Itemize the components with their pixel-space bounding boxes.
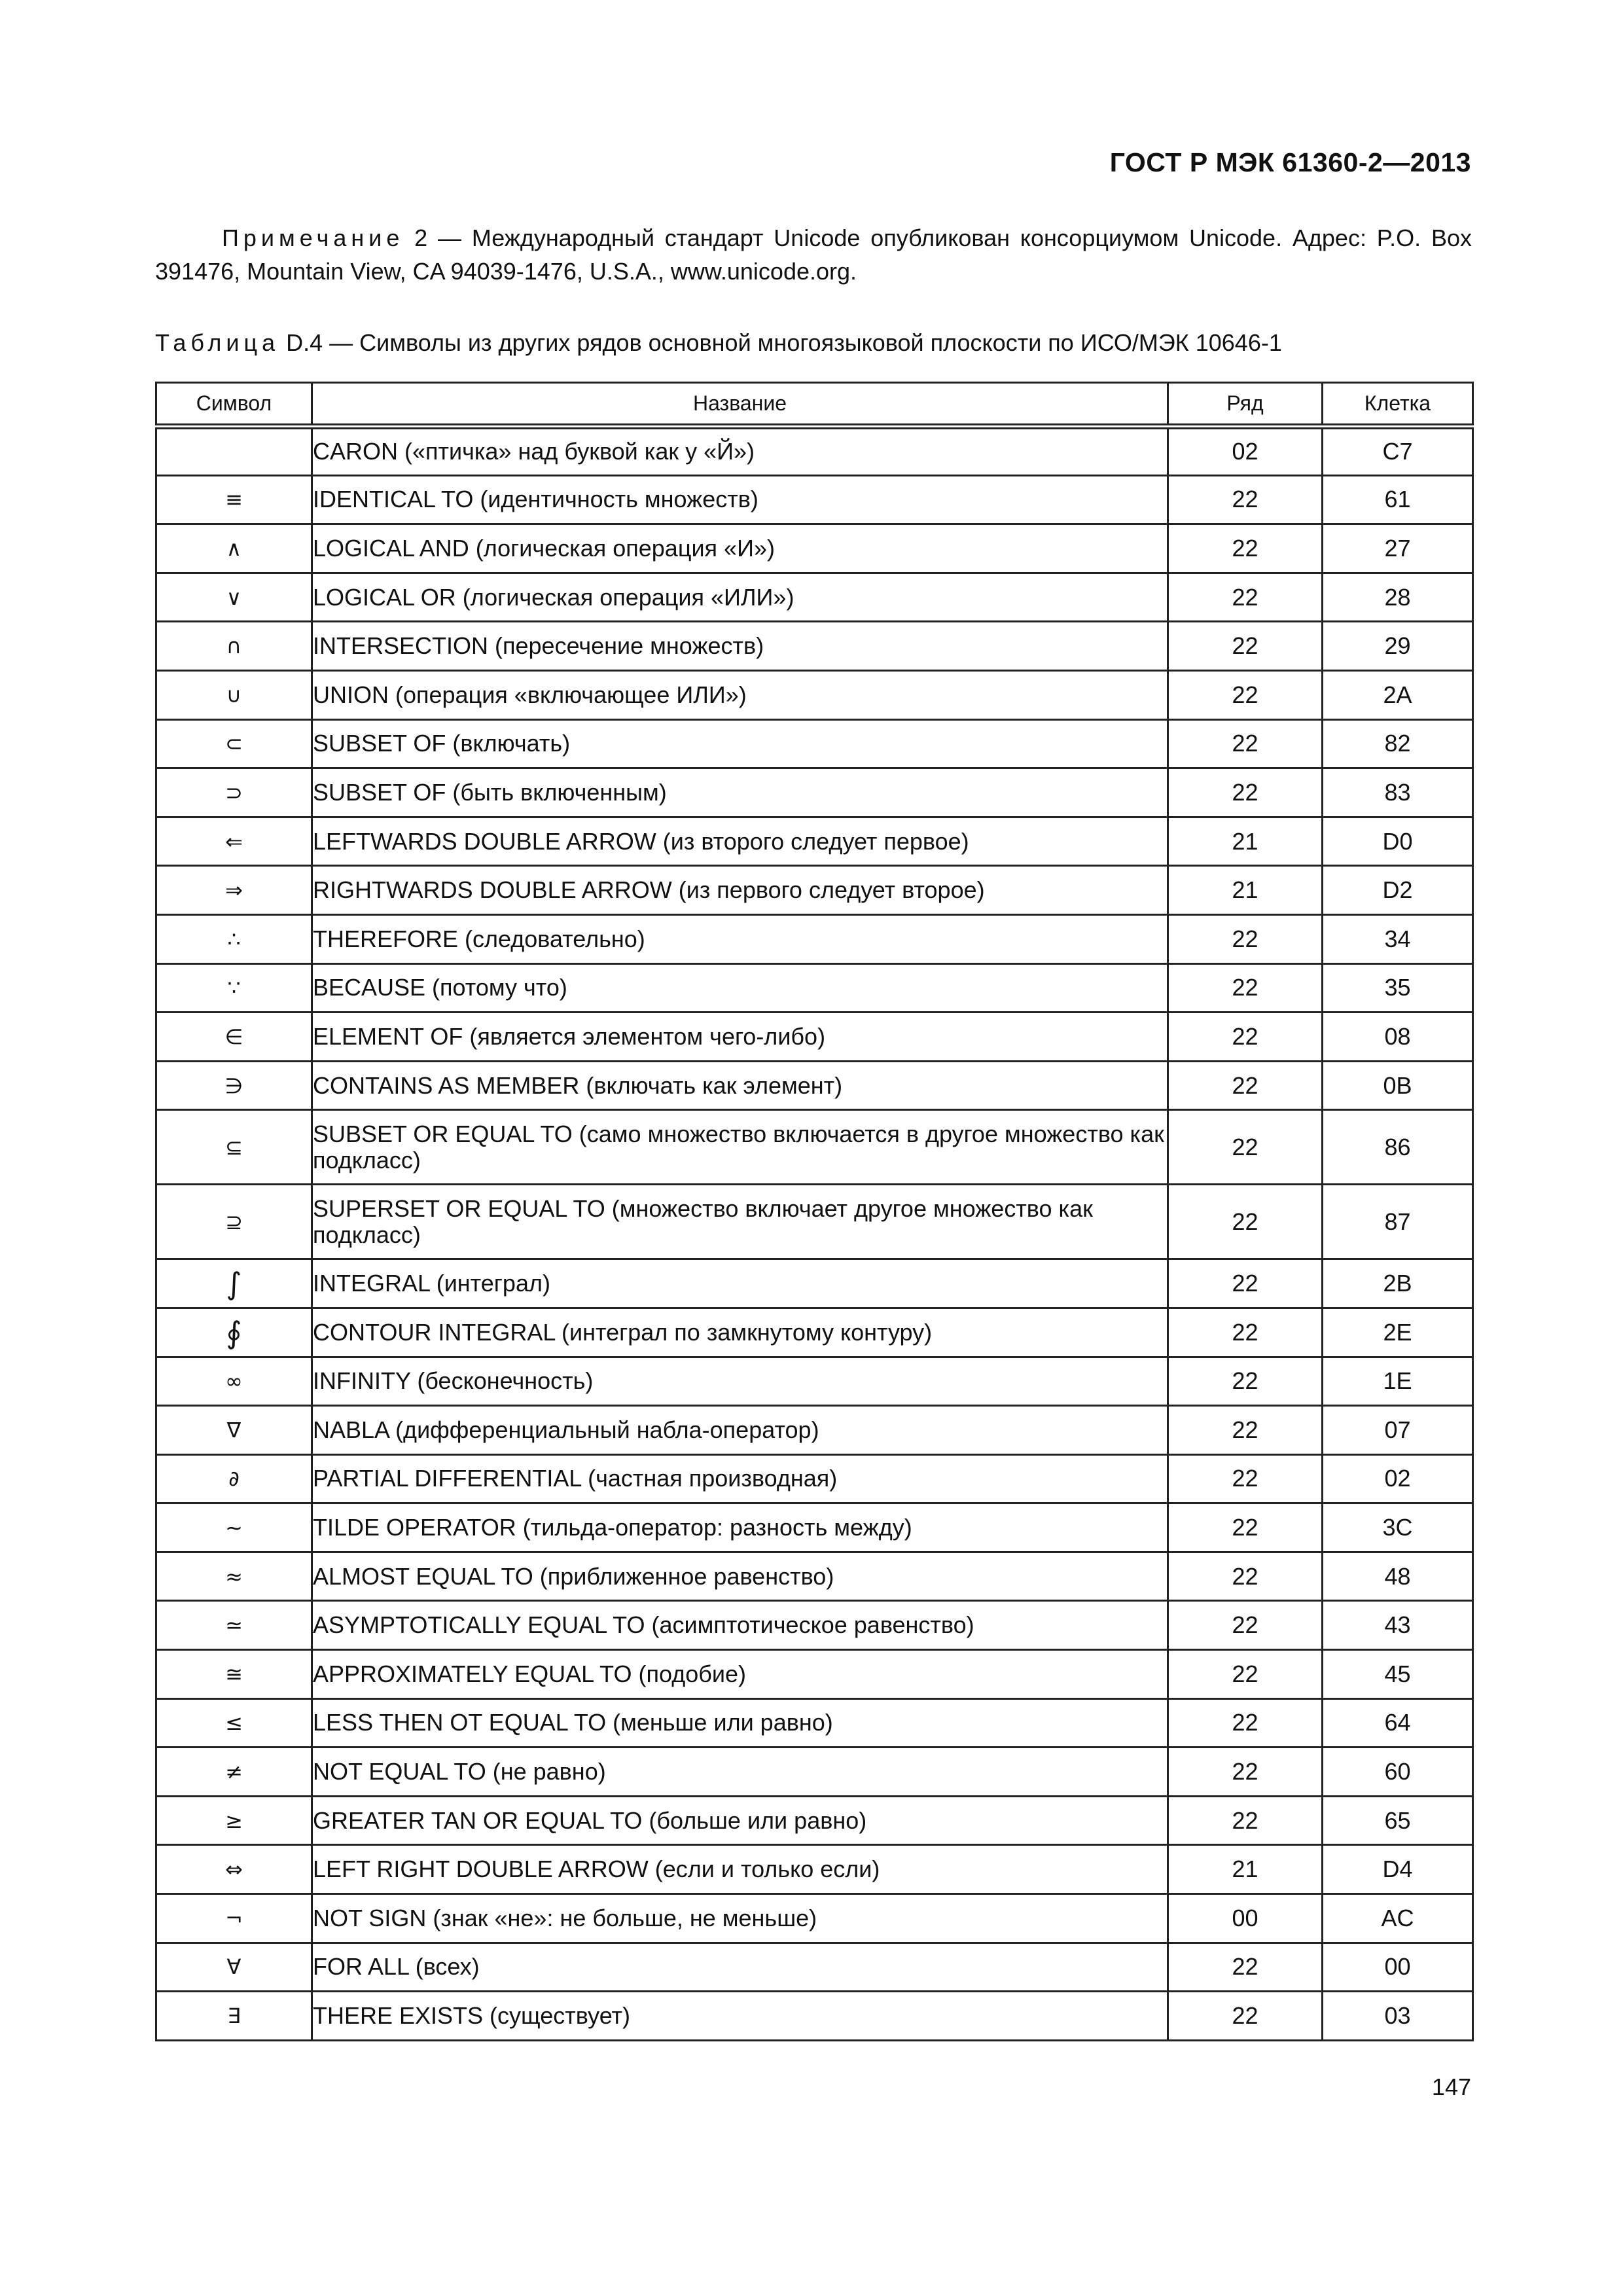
name-cell: NABLA (дифференциальный набла-оператор) [312,1406,1168,1455]
table-row [156,1308,1473,1357]
symbol-cell: ⊂ [156,719,312,768]
table-row [156,1110,1473,1185]
row-number-cell: 22 [1168,1698,1323,1748]
symbol-cell: ∫ [156,1259,312,1308]
cell-code-cell: 43 [1323,1601,1473,1650]
cell-code-cell: C7 [1323,427,1473,476]
name-cell: IDENTICAL TO (идентичность множеств) [312,475,1168,524]
table-row [156,1013,1473,1062]
symbol-cell: ⇒ [156,866,312,915]
name-cell: APPROXIMATELY EQUAL TO (подобие) [312,1650,1168,1699]
cell-code-cell: AC [1323,1894,1473,1943]
cell-code-cell: 2B [1323,1259,1473,1308]
note-paragraph [155,221,1472,288]
symbol-cell: ∨ [156,573,312,622]
row-number-cell: 22 [1168,719,1323,768]
name-cell: LOGICAL AND (логическая операция «И») [312,524,1168,573]
name-cell: INFINITY (бесконечность) [312,1357,1168,1406]
name-cell: ASYMPTOTICALLY EQUAL TO (асимптотическое равенство) [312,1601,1168,1650]
name-cell: THERE EXISTS (существует) [312,1992,1168,2041]
table-caption [155,329,1282,357]
cell-code-cell: D0 [1323,817,1473,866]
cell-code-cell: D4 [1323,1845,1473,1894]
cell-code-cell: 48 [1323,1552,1473,1601]
row-number-cell: 22 [1168,1357,1323,1406]
symbol-cell: ⊃ [156,768,312,817]
cell-code-cell: 07 [1323,1406,1473,1455]
table-row [156,1748,1473,1797]
row-number-cell: 22 [1168,1185,1323,1259]
name-cell: PARTIAL DIFFERENTIAL (частная производная) [312,1454,1168,1503]
cell-code-cell: 60 [1323,1748,1473,1797]
name-cell: TILDE OPERATOR (тильда-оператор: разность между) [312,1503,1168,1552]
row-number-cell: 22 [1168,1308,1323,1357]
table-row [156,427,1473,476]
cell-code-cell: 1E [1323,1357,1473,1406]
note-text: 2 — Международный стандарт Unicode опубликован консорциумом Unicode. Адрес: P.O. Box 391476, Mountain View, CA 94039-1476, U.S.A., www.unicode.org. [155,224,1472,285]
table-header [156,383,1473,427]
symbol-cell: ∞ [156,1357,312,1406]
name-cell: CONTAINS AS MEMBER (включать как элемент) [312,1061,1168,1110]
symbol-cell: ∧ [156,524,312,573]
table-body [156,427,1473,2041]
cell-code-cell: 61 [1323,475,1473,524]
row-number-cell: 22 [1168,475,1323,524]
row-number-cell: 22 [1168,1061,1323,1110]
table-row [156,1796,1473,1845]
name-cell: BECAUSE (потому что) [312,963,1168,1013]
table-row [156,1650,1473,1699]
note-label: Примечание [222,224,404,251]
name-cell: INTEGRAL (интеграл) [312,1259,1168,1308]
symbol-cell: ≈ [156,1552,312,1601]
row-number-cell: 22 [1168,573,1323,622]
cell-code-cell: 29 [1323,622,1473,671]
page-number: 147 [1431,2073,1471,2100]
row-number-cell: 22 [1168,622,1323,671]
row-number-cell: 21 [1168,866,1323,915]
table-row [156,768,1473,817]
symbol-cell: ∋ [156,1061,312,1110]
row-number-cell: 22 [1168,1992,1323,2041]
table-row [156,1698,1473,1748]
name-cell: RIGHTWARDS DOUBLE ARROW (из первого следует второе) [312,866,1168,915]
symbol-cell: ≥ [156,1796,312,1845]
column-header-symbol: Символ [156,383,312,427]
cell-code-cell: 86 [1323,1110,1473,1185]
table-row [156,1992,1473,2041]
symbol-cell: ≤ [156,1698,312,1748]
row-number-cell: 22 [1168,1650,1323,1699]
name-cell: SUPERSET OR EQUAL TO (множество включает другое множество как подкласс) [312,1185,1168,1259]
row-number-cell: 22 [1168,1943,1323,1992]
symbol-cell: ⊆ [156,1110,312,1185]
name-cell: NOT EQUAL TO (не равно) [312,1748,1168,1797]
symbol-cell [156,427,312,476]
cell-code-cell: 08 [1323,1013,1473,1062]
cell-code-cell: 35 [1323,963,1473,1013]
name-cell: FOR ALL (всех) [312,1943,1168,1992]
column-header-row: Ряд [1168,383,1323,427]
symbol-cell: ⊇ [156,1185,312,1259]
row-number-cell: 02 [1168,427,1323,476]
name-cell: SUBSET OR EQUAL TO (само множество включается в другое множество как подкласс) [312,1110,1168,1185]
cell-code-cell: 87 [1323,1185,1473,1259]
symbol-cell: ⇐ [156,817,312,866]
row-number-cell: 22 [1168,1748,1323,1797]
table-row [156,1259,1473,1308]
row-number-cell: 22 [1168,1110,1323,1185]
name-cell: CARON («птичка» над буквой как у «Й») [312,427,1168,476]
name-cell: LEFTWARDS DOUBLE ARROW (из второго следует первое) [312,817,1168,866]
row-number-cell: 21 [1168,817,1323,866]
table-row [156,524,1473,573]
name-cell: ELEMENT OF (является элементом чего-либо) [312,1013,1168,1062]
symbols-table [155,382,1474,2041]
name-cell: LEFT RIGHT DOUBLE ARROW (если и только если) [312,1845,1168,1894]
table-row [156,475,1473,524]
cell-code-cell: 82 [1323,719,1473,768]
cell-code-cell: 64 [1323,1698,1473,1748]
symbol-cell: ∈ [156,1013,312,1062]
symbol-cell: ≃ [156,1601,312,1650]
symbol-cell: ∪ [156,670,312,719]
row-number-cell: 22 [1168,670,1323,719]
symbol-cell: ∂ [156,1454,312,1503]
row-number-cell: 22 [1168,1259,1323,1308]
cell-code-cell: 2E [1323,1308,1473,1357]
table-row [156,1601,1473,1650]
row-number-cell: 22 [1168,1601,1323,1650]
table-row [156,1894,1473,1943]
cell-code-cell: 0B [1323,1061,1473,1110]
table-row [156,1357,1473,1406]
table-row [156,866,1473,915]
table-row [156,1845,1473,1894]
table-row [156,914,1473,963]
column-header-cell: Клетка [1323,383,1473,427]
cell-code-cell: 3C [1323,1503,1473,1552]
name-cell: THEREFORE (следовательно) [312,914,1168,963]
cell-code-cell: 27 [1323,524,1473,573]
name-cell: UNION (операция «включающее ИЛИ») [312,670,1168,719]
cell-code-cell: 34 [1323,914,1473,963]
row-number-cell: 22 [1168,1013,1323,1062]
table-row [156,1943,1473,1992]
table-row [156,719,1473,768]
symbol-cell: ∇ [156,1406,312,1455]
name-cell: ALMOST EQUAL TO (приближенное равенство) [312,1552,1168,1601]
name-cell: CONTOUR INTEGRAL (интеграл по замкнутому контуру) [312,1308,1168,1357]
table-row [156,670,1473,719]
table-row [156,1454,1473,1503]
cell-code-cell: 2A [1323,670,1473,719]
cell-code-cell: 00 [1323,1943,1473,1992]
symbol-cell: ≡ [156,475,312,524]
document-header: ГОСТ Р МЭК 61360-2—2013 [1109,147,1471,177]
symbol-cell: ≅ [156,1650,312,1699]
table-row [156,817,1473,866]
table-row [156,963,1473,1013]
name-cell: NOT SIGN (знак «не»: не больше, не меньше) [312,1894,1168,1943]
symbol-cell: ∩ [156,622,312,671]
row-number-cell: 22 [1168,1796,1323,1845]
symbol-cell: ∮ [156,1308,312,1357]
row-number-cell: 22 [1168,1406,1323,1455]
row-number-cell: 21 [1168,1845,1323,1894]
table-row [156,1503,1473,1552]
cell-code-cell: D2 [1323,866,1473,915]
symbol-cell: ∴ [156,914,312,963]
name-cell: LOGICAL OR (логическая операция «ИЛИ») [312,573,1168,622]
table-row [156,1406,1473,1455]
row-number-cell: 00 [1168,1894,1323,1943]
table-row [156,1552,1473,1601]
table-caption-text: D.4 — Символы из других рядов основной многоязыковой плоскости по ИСО/МЭК 10646-1 [279,329,1282,356]
row-number-cell: 22 [1168,1503,1323,1552]
row-number-cell: 22 [1168,768,1323,817]
cell-code-cell: 45 [1323,1650,1473,1699]
table-caption-label: Таблица [155,329,280,356]
cell-code-cell: 65 [1323,1796,1473,1845]
name-cell: GREATER TAN OR EQUAL TO (больше или равно) [312,1796,1168,1845]
row-number-cell: 22 [1168,914,1323,963]
name-cell: SUBSET OF (быть включенным) [312,768,1168,817]
row-number-cell: 22 [1168,1454,1323,1503]
symbol-cell: ∵ [156,963,312,1013]
symbol-cell: ∃ [156,1992,312,2041]
table-header-row [156,383,1473,427]
cell-code-cell: 83 [1323,768,1473,817]
cell-code-cell: 03 [1323,1992,1473,2041]
row-number-cell: 22 [1168,963,1323,1013]
name-cell: SUBSET OF (включать) [312,719,1168,768]
symbol-cell: ¬ [156,1894,312,1943]
symbol-cell: ⇔ [156,1845,312,1894]
symbol-cell: ∀ [156,1943,312,1992]
table-row [156,573,1473,622]
row-number-cell: 22 [1168,524,1323,573]
table-row [156,1185,1473,1259]
symbol-cell: ~ [156,1503,312,1552]
row-number-cell: 22 [1168,1552,1323,1601]
name-cell: INTERSECTION (пересечение множеств) [312,622,1168,671]
cell-code-cell: 28 [1323,573,1473,622]
symbol-cell: ≠ [156,1748,312,1797]
column-header-name: Название [312,383,1168,427]
cell-code-cell: 02 [1323,1454,1473,1503]
table-row [156,1061,1473,1110]
name-cell: LESS THEN OT EQUAL TO (меньше или равно) [312,1698,1168,1748]
table-row [156,622,1473,671]
